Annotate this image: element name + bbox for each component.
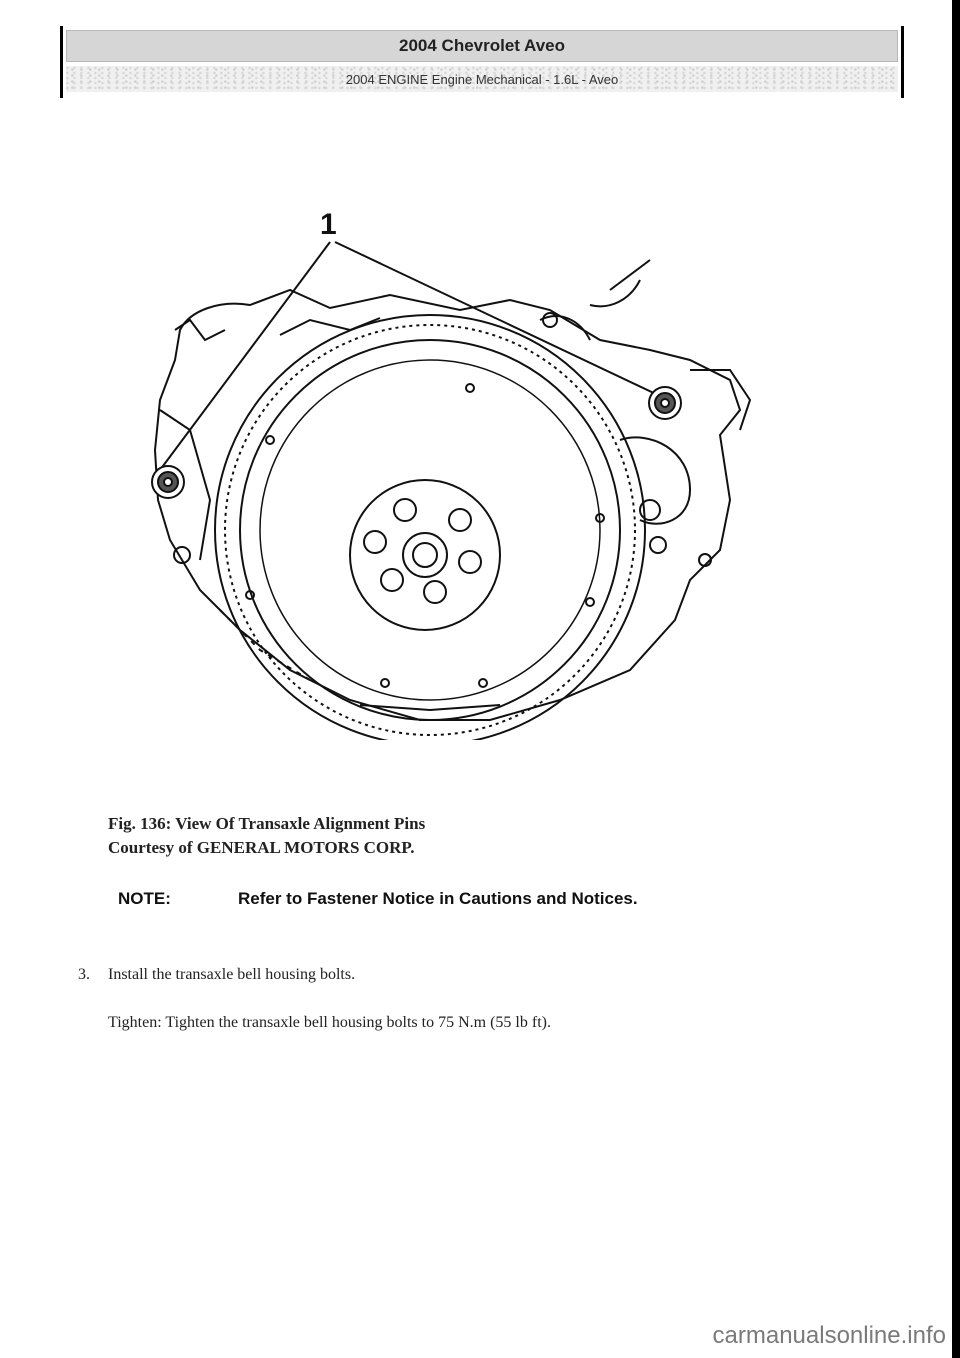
hub-bolt-hole <box>459 551 481 573</box>
housing-bolt-hole <box>543 313 557 327</box>
flywheel-face <box>240 340 620 720</box>
transaxle-alignment-pins-figure <box>130 200 770 740</box>
alignment-pin-left <box>152 466 184 498</box>
hub-bolt-hole <box>424 581 446 603</box>
housing-flange-dash <box>220 610 310 680</box>
leader-line-right <box>335 242 660 396</box>
flywheel-inner-ring <box>260 360 600 700</box>
ring-gear-teeth <box>225 325 635 735</box>
flywheel-hole <box>381 679 389 687</box>
hub-bolt-hole <box>381 569 403 591</box>
hub-bolt-hole <box>394 499 416 521</box>
watermark: carmanualsonline.info <box>712 1322 946 1349</box>
header-left-rule <box>60 26 63 98</box>
hub-bolt-hole <box>364 531 386 553</box>
housing-bracket <box>690 370 750 430</box>
housing-edge-detail <box>175 320 225 340</box>
step-number: 3. <box>78 966 90 983</box>
hub-bolt-hole <box>449 509 471 531</box>
housing-edge-detail <box>590 280 640 306</box>
hub-center-bore <box>403 533 447 577</box>
caption-line-2: Courtesy of GENERAL MOTORS CORP. <box>108 838 415 857</box>
page-edge-rule <box>952 0 960 1358</box>
note-label: NOTE: <box>118 889 171 908</box>
page-header <box>60 26 904 98</box>
header-subtitle: 2004 ENGINE Engine Mechanical - 1.6L - Aveo <box>66 66 898 92</box>
housing-bolt-hole <box>650 537 666 553</box>
alignment-pin-right <box>649 387 681 419</box>
housing-edge-detail <box>610 260 650 290</box>
note-block <box>118 888 738 910</box>
figure-caption <box>108 812 708 860</box>
flywheel-hole <box>266 436 274 444</box>
procedure-step <box>78 966 778 984</box>
flywheel-illustration <box>130 200 770 740</box>
bell-housing-outline <box>155 290 740 720</box>
flywheel-hole <box>466 384 474 392</box>
step-text: Install the transaxle bell housing bolts. <box>108 966 356 983</box>
callout-label: 1 <box>320 208 337 241</box>
header-right-rule <box>901 26 904 98</box>
header-title: 2004 Chevrolet Aveo <box>66 30 898 62</box>
flywheel-hole <box>479 679 487 687</box>
starter-mount-hole <box>640 500 660 520</box>
hub-center-recess <box>413 543 437 567</box>
note-text: Refer to Fastener Notice in Cautions and Notices. <box>238 889 638 908</box>
top-ribs <box>280 318 380 335</box>
caption-line-1: Fig. 136: View Of Transaxle Alignment Pins <box>108 814 426 833</box>
flywheel-hole <box>586 598 594 606</box>
torque-spec: Tighten: Tighten the transaxle bell housing bolts to 75 N.m (55 lb ft). <box>108 1014 551 1031</box>
flywheel-ring-gear <box>215 315 645 740</box>
